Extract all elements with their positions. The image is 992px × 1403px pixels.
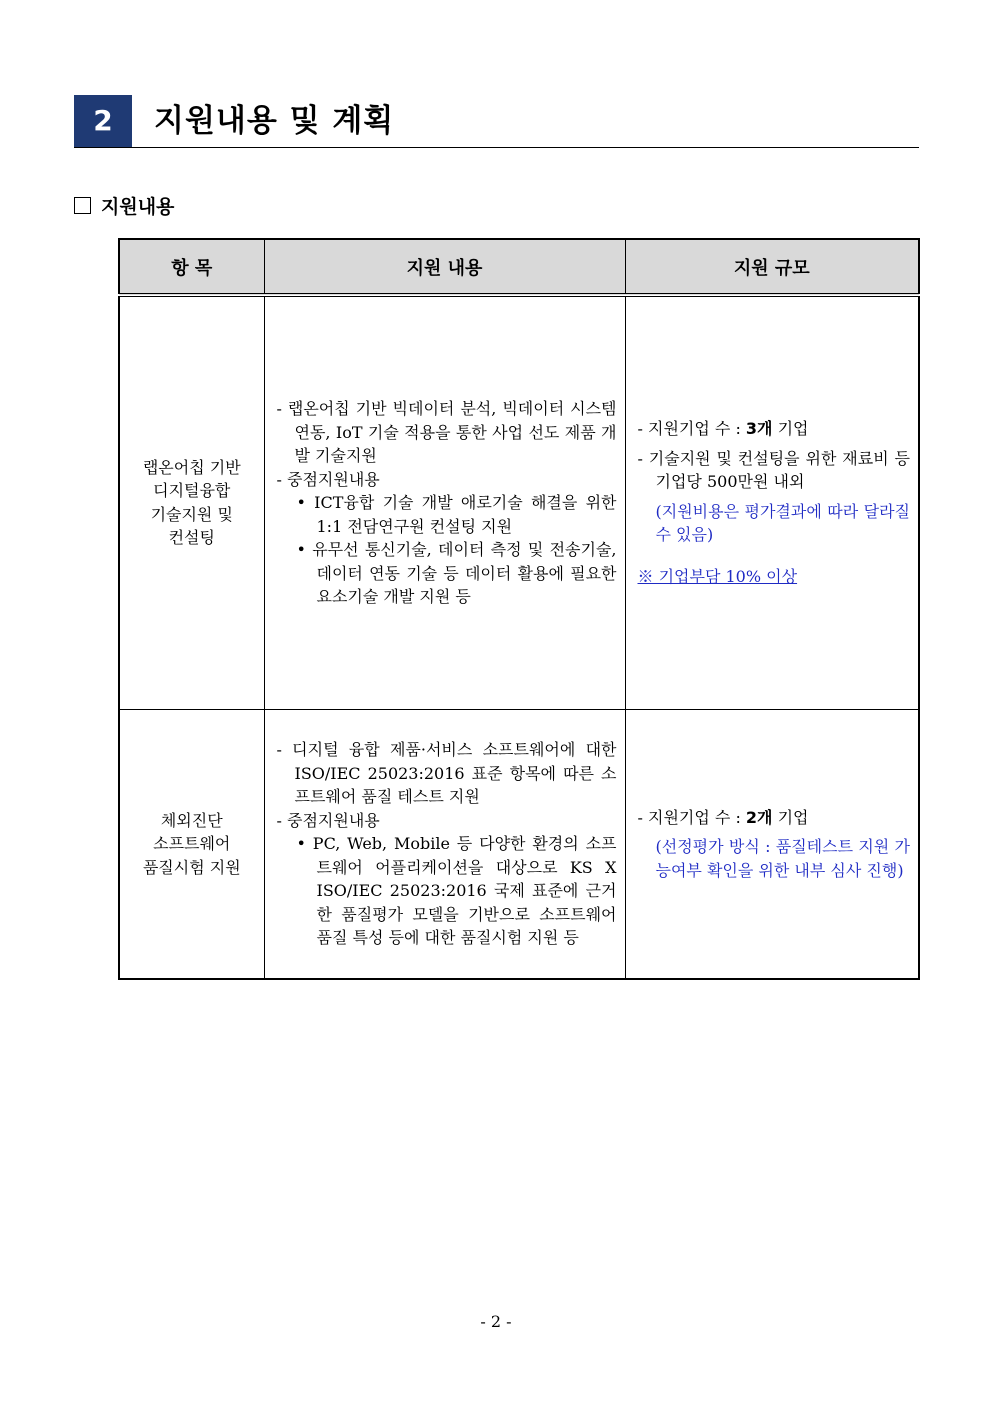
item-cell — [119, 709, 264, 979]
item-cell — [119, 295, 264, 709]
content-bullet-item: • ICT융합 기술 개발 애로기술 해결을 위한 1:1 전담연구원 컨설팅 지원 — [296, 493, 617, 536]
content-bullet-item: • PC, Web, Mobile 등 다양한 환경의 소프트웨어 어플리케이션을 대상으로 KS X ISO/IEC 25023:2016 국제 표준에 근거한 품질평가 모델을 기반으로 소프트웨어 품질 특성 등에 대한 품질시험 지원 등 — [296, 834, 617, 947]
support-table — [118, 238, 920, 980]
page-number: - 2 - — [480, 1312, 512, 1331]
scale-cell — [625, 295, 919, 709]
content-bullet-item: • 유무선 통신기술, 데이터 측정 및 전송기술, 데이터 연동 기술 등 데이터 활용에 필요한 요소기술 개발 지원 등 — [296, 540, 617, 606]
item-line: 품질시험 지원 — [142, 857, 241, 877]
content-dash-item: - 디지털 융합 제품·서비스 소프트웨어에 대한 ISO/IEC 25023:2016 표준 항목에 따른 소프트웨어 품질 테스트 지원 — [276, 740, 617, 806]
scale-note: (지원비용은 평가결과에 따라 달라질 수 있음) — [655, 501, 910, 545]
table-row — [119, 709, 919, 979]
table-row — [119, 295, 919, 709]
item-line: 컨설팅 — [168, 528, 215, 548]
header-item: 항 목 — [119, 239, 264, 295]
section-title: 지원내용 — [101, 196, 175, 218]
item-line: 디지털융합 — [153, 481, 231, 501]
scale-budget: - 기술지원 및 컨설팅을 위한 재료비 등 기업당 500만원 내외 — [637, 448, 910, 492]
chapter-heading — [74, 95, 919, 148]
scale-suffix: 기업 — [772, 807, 809, 827]
chapter-number: 2 — [74, 95, 132, 147]
header-content: 지원 내용 — [264, 239, 625, 295]
content-dash-item: - 중점지원내용 — [276, 810, 380, 830]
chapter-title: 지원내용 및 계획 — [154, 103, 395, 139]
item-line: 기술지원 및 — [150, 504, 233, 524]
scale-prefix: - 지원기업 수 : — [637, 807, 746, 827]
scale-cell — [625, 709, 919, 979]
scale-prefix: - 지원기업 수 : — [637, 419, 746, 439]
scale-count: 2개 — [745, 807, 773, 827]
section-heading — [74, 193, 174, 221]
scale-reference: ※ 기업부담 10% 이상 — [637, 566, 798, 586]
content-cell — [264, 709, 625, 979]
header-scale: 지원 규모 — [625, 239, 919, 295]
item-line: 체외진단 — [160, 810, 223, 830]
checkbox-square-icon — [74, 197, 91, 214]
content-dash-item: - 랩온어칩 기반 빅데이터 분석, 빅데이터 시스템 연동, IoT 기술 적용을 통한 사업 선도 제품 개발 기술지원 — [276, 399, 617, 465]
item-line: 소프트웨어 — [153, 834, 231, 853]
table-header-row — [119, 239, 919, 295]
scale-note: (선정평가 방식 : 품질테스트 지원 가능여부 확인을 위한 내부 심사 진행) — [655, 837, 910, 880]
content-dash-item: - 중점지원내용 — [276, 469, 380, 489]
scale-company-count — [638, 806, 911, 830]
content-cell — [264, 295, 625, 709]
item-line: 랩온어칩 기반 — [142, 457, 241, 477]
scale-suffix: 기업 — [772, 419, 809, 439]
scale-count: 3개 — [745, 419, 773, 439]
scale-company-count — [638, 417, 911, 441]
